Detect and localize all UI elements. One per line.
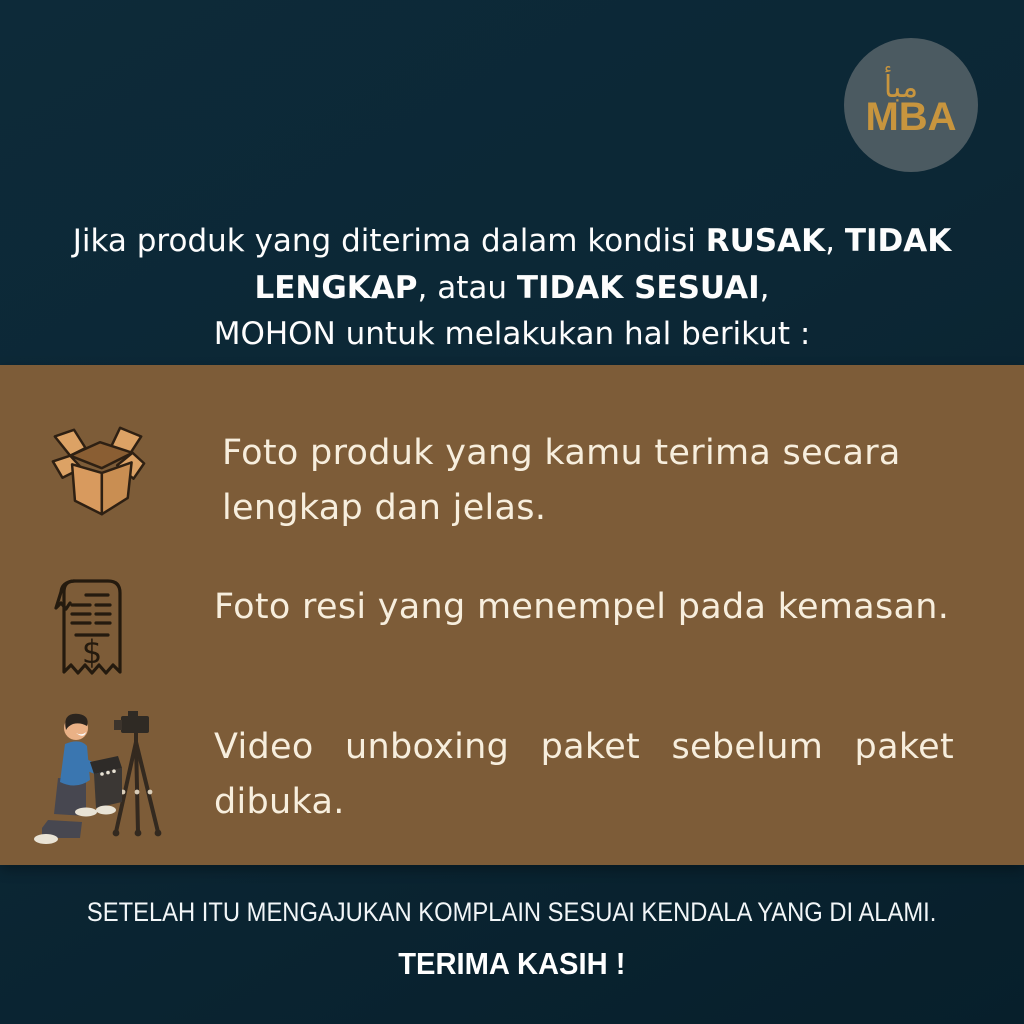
footer-instruction-text: SETELAH ITU MENGAJUKAN KOMPLAIN SESUAI KENDALA YANG DI ALAMI. — [87, 897, 937, 927]
heading-text-segment: , atau — [417, 269, 517, 306]
unboxing-video-icon — [24, 700, 178, 856]
heading-text-segment: , — [825, 223, 845, 259]
step-text-1: Foto produk yang kamu terima secara lengkap dan jelas. — [222, 433, 901, 529]
heading-line-1 — [30, 218, 994, 265]
heading-text-segment: TIDAK — [844, 223, 952, 259]
heading-line-3 — [30, 311, 994, 358]
footer-thanks-text: TERIMA KASIH ! — [398, 946, 626, 981]
receipt-icon — [46, 572, 134, 692]
step-text-2: Foto resi yang menempel pada kemasan. — [214, 587, 950, 627]
open-box-icon — [50, 424, 146, 520]
footer-thanks — [0, 946, 1024, 982]
heading-text-segment: , — [759, 269, 770, 306]
heading-text-segment: Jika produk yang diterima dalam kondisi — [72, 223, 706, 259]
step-text-3: Video unboxing paket sebelum paket dibuka. — [214, 727, 954, 823]
logo-text: MBA — [865, 95, 957, 139]
heading-text-segment: MOHON untuk melakukan hal berikut : — [213, 316, 811, 352]
intro-heading — [30, 218, 994, 358]
logo-arabic-script: مبأ — [883, 70, 919, 105]
footer-instruction — [0, 897, 1024, 928]
heading-text-segment: TIDAK SESUAI — [516, 269, 760, 306]
heading-text-segment: LENGKAP — [254, 269, 418, 306]
brand-logo — [844, 38, 978, 172]
heading-text-segment: RUSAK — [705, 223, 826, 259]
heading-line-2 — [30, 265, 994, 312]
svg-text:$: $ — [81, 633, 103, 671]
